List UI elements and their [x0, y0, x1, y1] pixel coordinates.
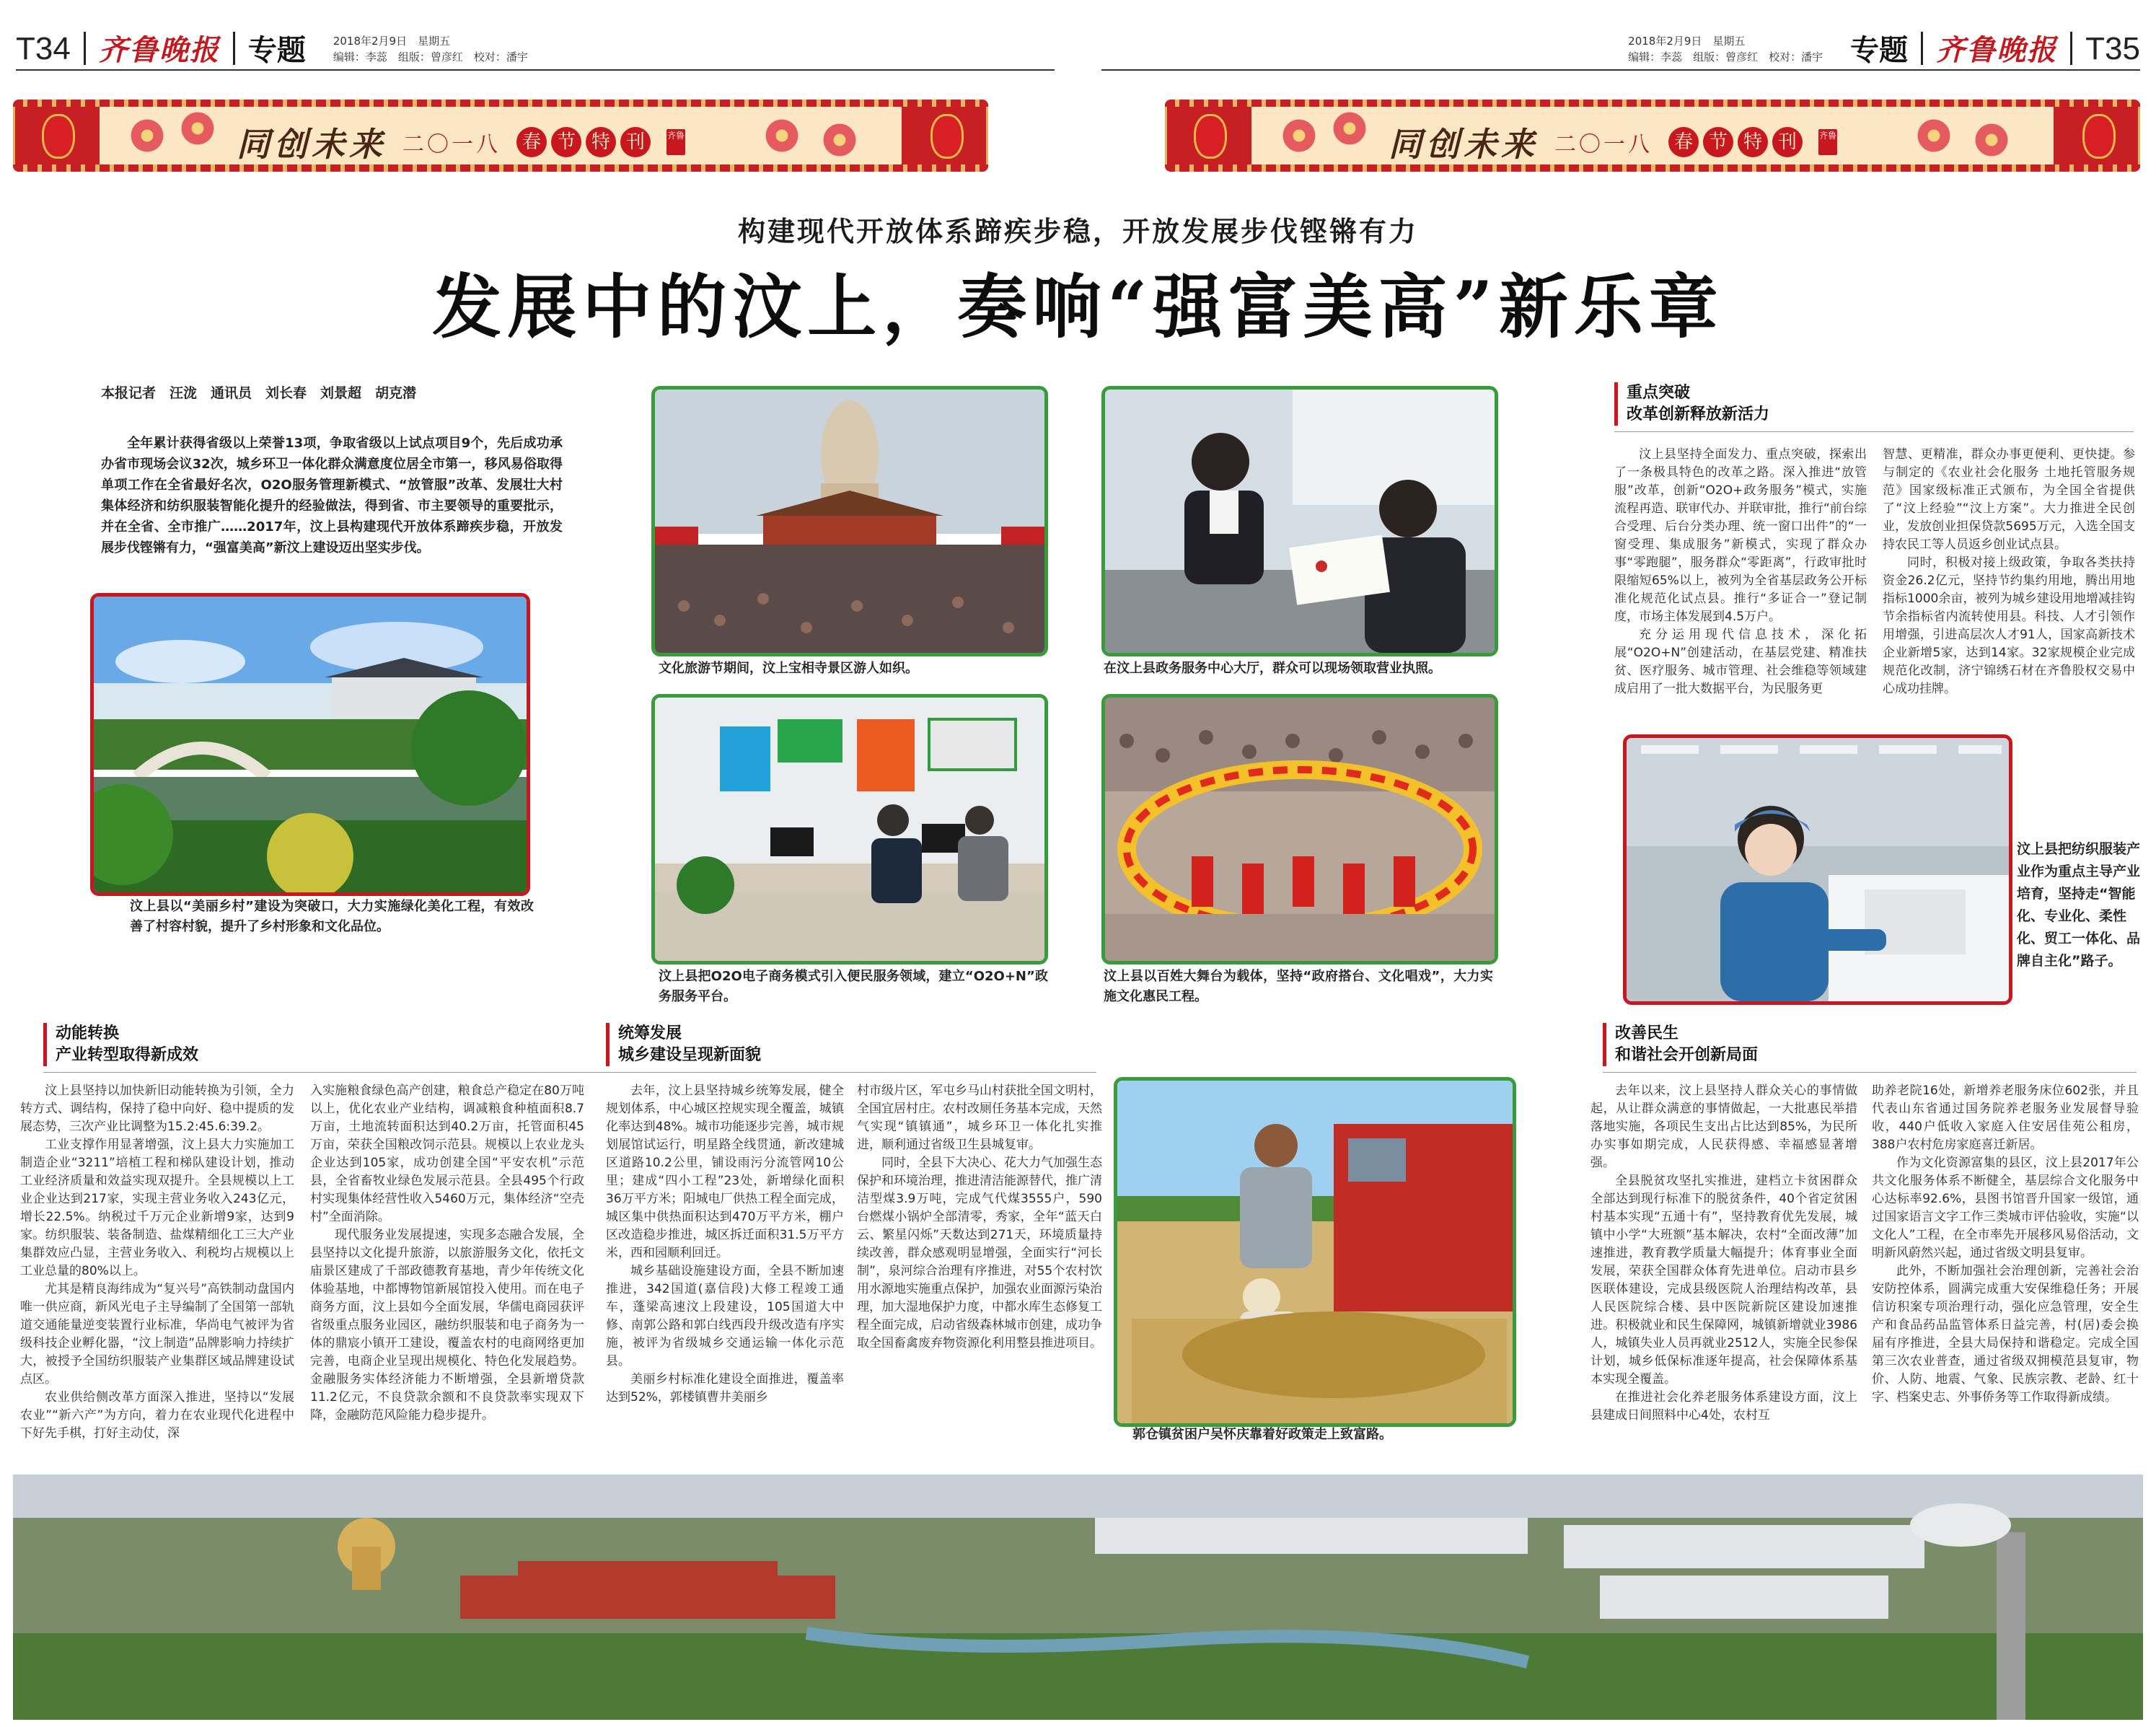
section-head-urban: [606, 1023, 761, 1066]
page-info: [333, 33, 528, 65]
blossom-icon: [1915, 117, 1953, 154]
section-subtitle: 产业转型取得新成效: [56, 1046, 199, 1064]
blossom-icon: [1331, 110, 1368, 147]
right-page-header: [1628, 13, 2140, 65]
section-body-industry-col1: 汶上县坚持以加快新旧动能转换为引领，全力转方式、调结构，保持了稳中向好、稳中提质的发展态势，三次产业比调整为15.2:45.6:39.2。 工业支撑作用显著增强，汶上县大力实施加工制造企业“3211”培植工程和梯队建设计划，推动工业经济质量和效益实现双提升。全县规模以上工业企业达到217家，实现主营业务收入243亿元，增长22.5%。纳税过千万元企业新增9家，达到9家。纺织服装、装备制造、盐煤精细化工三大产业集群效应凸显，主营业务收入、利税均占规模以上工业总量的80%以上。 尤其是精良海纬成为“复兴号”高铁制动盘国内唯一供应商，新风光电子主导编制了全国第一部轨道交通能量逆变装置行业标准，华尚电气被评为省级科技企业孵化器，“汶上制造”品牌影响力持续扩大，被授予全国纺织服装产业集群区域品牌建设试点区。 农业供给侧改革方面深入推进，坚持以“发展农业”“新六产”为方向，着力在农业现代化进程中下好先手棋，打好主动仗，深: [20, 1084, 294, 1441]
section-title: 重点突破: [1627, 384, 1691, 402]
banner-seal: 齐鲁: [666, 129, 685, 155]
section-body-reform-col2: 智慧、更精准，群众办事更便利、更快捷。参与制定的《农业社会化服务 土地托管服务规范》国家级标准正式颁布，为全国全省提供了“汶上经验”“汶上方案”。大力推进全民创业，发放创业担保贷款5695万元，入选全国支持农民工等人员返乡创业试点县。 同时，积极对接上级政策，争取各类扶持资金26.2亿元，坚持节约集约用地，腾出用地指标1000余亩，被列为城乡建设用地增减挂钩节余指标省内流转使用县。科技、人才引领作用增强，引进高层次人才91人，国家高新技术企业新增5家，达到14家。32家规模企业完成规范化改制，济宁锦绣石材在齐鲁股权交易中心成功挂牌。: [1883, 447, 2135, 696]
lead-paragraph: 全年累计获得省级以上荣誉13项，争取省级以上试点项目9个，先后成功承办省市现场会议32次，城乡环卫一体化群众满意度位居全市第一，移风易俗取得单项工作在全省最好名次，O2O服务管理新模式、“放管服”改革、发展壮大村集体经济和纺织服装智能化提升的经验做法，得到省、市主要领导的重要批示，并在全省、全市推广……2017年，汶上县构建现代开放体系蹄疾步稳，开放发展步伐铿锵有力，“强富美高”新汶上建设迈出坚实步伐。: [101, 436, 563, 555]
lantern-icon: [42, 114, 75, 159]
banner-title: 同创未来: [1389, 125, 1539, 164]
banner-seal: 齐鲁: [1818, 129, 1837, 155]
blossom-icon: [128, 117, 166, 154]
header-rule: [16, 69, 1055, 71]
blossom-icon: [1973, 121, 2010, 159]
banner-year: 二〇一八: [402, 132, 501, 157]
lantern-icon: [930, 114, 964, 159]
caption-village: 汶上县以“美丽乡村”建设为突破口，大力实施绿化美化工程，有效改善了村容村貌，提升了乡村形象和文化品位。: [130, 899, 534, 934]
lantern-icon: [1194, 114, 1227, 159]
banner-tag: 春 节 特 刊: [1668, 127, 1803, 157]
article-title: 发展中的汶上，奏响“强富美高”新乐章: [432, 266, 1724, 348]
section-title: 统筹发展: [618, 1024, 682, 1042]
divider: [233, 32, 235, 65]
section-title: 动能转换: [56, 1024, 120, 1042]
section-subtitle: 和谐社会开创新局面: [1615, 1046, 1759, 1064]
section-rule: [1603, 1072, 2137, 1073]
blossom-icon: [821, 121, 858, 159]
left-page-header: [16, 13, 528, 65]
staff-credits: 编辑：李蕊 组版：曾彦红 校对：潘宇: [1628, 50, 1823, 63]
article-subtitle: 构建现代开放体系蹄疾步稳，开放发展步伐铿锵有力: [737, 216, 1418, 247]
festival-banner-right: [1165, 100, 2140, 172]
divider: [2070, 32, 2072, 65]
photo-folk-dance: [1101, 694, 1498, 964]
section-title: 改善民生: [1615, 1024, 1679, 1042]
banner-title: 同创未来: [237, 125, 387, 164]
divider: [84, 32, 86, 65]
photo-textile-factory: [1623, 734, 2012, 1005]
section-name: 专题: [1850, 34, 1909, 67]
blossom-icon: [1280, 117, 1318, 154]
banner-tag: 春 节 特 刊: [516, 127, 651, 157]
section-head-livelihood: [1603, 1023, 1758, 1066]
newspaper-logo: 齐鲁晚报: [1936, 33, 2058, 67]
page-number: T34: [16, 31, 71, 66]
issue-date: 2018年2月9日 星期五: [1628, 35, 1746, 48]
section-body-urban-col2: 村市级片区，军屯乡马山村获批全国文明村，全国宜居村庄。农村改厕任务基本完成，天然气实现“镇镇通”，城乡环卫一体化扎实推进，顺利通过省级卫生县城复审。 同时，全县下大决心、花大力气加强生态保护和环境治理，推进清洁能源替代，推广清洁型煤3.9万吨，完成气代煤3555户，590台燃煤小锅炉全部清零，秀家，全年“蓝天白云、繁星闪烁”天数达到271天，环境质量持续改善，群众感观明显增强，全面实行“河长制”，泉河综合治理有序推进，对55个农村饮用水源地实施重点保护，加强农业面源污染治理，加大湿地保护力度，中都水库生态修复工程全面完成，启动省级森林城市创建，成功争取全国畜禽废弃物资源化利用整县推进项目。: [857, 1084, 1102, 1350]
section-head-industry: [43, 1023, 198, 1066]
caption-dance: 汶上县以百姓大舞台为载体，坚持“政府搭台、文化唱戏”，大力实施文化惠民工程。: [1104, 969, 1493, 1004]
page-info: [1628, 33, 1823, 65]
caption-harvest: 郭仓镇贫困户吴怀庆靠着好政策走上致富路。: [1132, 1427, 1392, 1442]
photo-aerial-panorama: [13, 1475, 2143, 1720]
photo-temple-crowd: [651, 386, 1048, 656]
caption-office: 在汶上县政务服务中心大厅，群众可以现场领取营业执照。: [1104, 661, 1441, 676]
blossom-icon: [179, 110, 216, 147]
photo-service-hall: [1101, 386, 1498, 656]
divider: [1921, 32, 1923, 65]
header-rule: [1101, 69, 2140, 71]
section-rule: [43, 1072, 606, 1073]
section-subtitle: 城乡建设呈现新面貌: [618, 1046, 762, 1064]
lantern-icon: [2082, 114, 2116, 159]
section-body-industry-col2: 入实施粮食绿色高产创建，粮食总产稳定在80万吨以上，优化农业产业结构，调减粮食种植面积8.7万亩，土地流转面积达到40.2万亩，托管面积45万亩，荣获全国粮改饲示范县。规模以上农业龙头企业达到105家，成功创建全国“平安农机”示范县，全省畜牧业绿色发展示范县。全县495个行政村实现集体经营性收入5460万元，集体经济“空壳村”全面消除。 现代服务业发展提速，实现多态融合发展，全县坚持以文化提升旅游，以旅游服务文化，依托文庙景区建成了千部政德教育基地，青少年传统文化体验基地，中都博物馆新展馆投入使用。而在电子商务方面，汶上县如今全面发展，华儒电商园获评省级重点服务业园区，融纺织服装和电子商务为一体的鼎宸小镇开工建设，覆盖农村的电商网络更加完善，电商企业呈现出规模化、特色化发展趋势。金融服务实体经济能力不断增强，全县新增贷款11.2亿元，不良贷款余额和不良贷款率实现双下降，金融防范风险能力稳步提升。: [310, 1084, 584, 1423]
caption-temple: 文化旅游节期间，汶上宝相寺景区游人如织。: [659, 661, 918, 676]
caption-factory: 汶上县把纺织服装产业作为重点主导产业培育，坚持走“智能化、专业化、柔性化、贸工一体化、品牌自主化”路子。: [2017, 841, 2141, 969]
section-body-urban-col1: 去年，汶上县坚持城乡统筹发展，健全规划体系，中心城区控规实现全覆盖，城镇化率达到48%。城市功能逐步完善，城市规划展馆试运行，明星路全线贯通，新改建城区道路10.2公里，铺设雨污分流管网10公里；建成“四小工程”23处，新增绿化面积36万平方米；阳城电厂供热工程全面完成，城区集中供热面积达到470万平方米，棚户区改造稳步推进，城区拆迁面积31.5万平方米，西和园顺利回迁。 城乡基础设施建设方面，全县不断加速推进，342国道(嘉信段)大修工程竣工通车，蓬梁高速汶上段建设，105国道大中修、南郭公路和郭白线西段升级改造有序实施，被评为省级城乡交通运输一体化示范县。 美丽乡村标准化建设全面推进，覆盖率达到52%，郭楼镇曹井美丽乡: [606, 1084, 844, 1405]
caption-o2o: 汶上县把O2O电子商务模式引入便民服务领域，建立“O2O+N”政务服务平台。: [659, 969, 1048, 1004]
section-body-livelihood-col1: 去年以来，汶上县坚持人群众关心的事情做起，从让群众满意的事情做起，一大批惠民举措落地实施，各项民生支出占比达到85%，为民所办实事如期完成，人民获得感、幸福感显著增强。 全县脱贫攻坚扎实推进，建档立卡贫困群众全部达到现行标准下的脱贫条件，40个省定贫困村基本实现“五通十有”，坚持教育优先发展，城镇中小学“大班额”基本解决，农村“全面改薄”加速推进，教育教学质量大幅提升；体育事业全面发展，荣获全国群众体育先进单位。启动市县乡医联体建设，完成县级医院人治理结构改革，县人民医院综合楼、县中医院新院区建设加速推进。积极就业和民生保障网，城镇新增就业3986人，城镇失业人员再就业2512人，实施全民参保计划，城乡低保标准逐年提高，社会保障体系基本实现全覆盖。 在推进社会化养老服务体系建设方面，汶上县建成日间照料中心4处，农村互: [1590, 1084, 1857, 1423]
photo-village-bridge: [90, 593, 530, 896]
section-subtitle: 改革创新释放新活力: [1627, 405, 1770, 423]
section-body-livelihood-col2: 助养老院16处，新增养老服务床位602张，并且代表山东省通过国务院养老服务业发展督导验收，440户低收入家庭入住安居佳苑公租房，388户农村危房家庭喜迁新居。 作为文化资源富集的县区，汶上县2017年公共文化服务体系不断健全，基层综合文化服务中心达标率92.6%，县图书馆晋升国家一级馆，通过国家语言文字工作三类城市评估验收，实施“以文化人”工程，在全市率先开展移风易俗活动，文明新风蔚然兴起，通过省级文明县复审。 此外，不断加强社会治理创新，完善社会治安防控体系，圆满完成重大安保维稳任务；开展信访积案专项治理行动，强化应急管理，安全生产和食品药品监管体系日益完善，村(居)委会换届有序推进，全县大局保持和谐稳定。完成全国第三次农业普查，通过省级双拥模范县复审，物价、人防、地震、气象、民族宗教、老龄、红十字、档案史志、外事侨务等工作取得新成绩。: [1872, 1084, 2139, 1405]
newspaper-logo: 齐鲁晚报: [98, 33, 220, 67]
photo-o2o-center: [651, 694, 1048, 964]
festival-banner-left: [13, 100, 988, 172]
banner-year: 二〇一八: [1554, 132, 1653, 157]
issue-date: 2018年2月9日 星期五: [333, 35, 451, 48]
section-head-reform: [1614, 382, 1769, 426]
byline: 本报记者 汪泷 通讯员 刘长春 刘景超 胡克潜: [101, 385, 417, 401]
section-body-reform-col1: 汶上县坚持全面发力、重点突破，探索出了一条极具特色的改革之路。深入推进“放管服”改革，创新“O2O+政务服务”模式，实施流程再造、联审代办、并联审批，推行“前台综合受理、后台分类办理、统一窗口出件”的“一窗受理、集成服务”新模式，实现了群众办事“零跑腿”，服务群众“零距离”，行政审批时限缩短65%以上，被列为全省基层政务公开标准化规范化试点县。推行“多证合一”登记制度，市场主体发展到4.5万户。 充分运用现代信息技术，深化拓展“O2O+N”创建活动，在基层党建、精准扶贫、医疗服务、城市管理、社会维稳等领域建成启用了一批大数据平台，为民服务更: [1614, 447, 1867, 696]
photo-harvest: [1114, 1077, 1516, 1427]
staff-credits: 编辑：李蕊 组版：曾彦红 校对：潘宇: [333, 50, 528, 63]
page-number: T35: [2085, 31, 2140, 66]
section-name: 专题: [247, 34, 306, 67]
blossom-icon: [763, 117, 801, 154]
section-rule: [606, 1072, 1096, 1073]
section-rule: [1614, 431, 2134, 432]
